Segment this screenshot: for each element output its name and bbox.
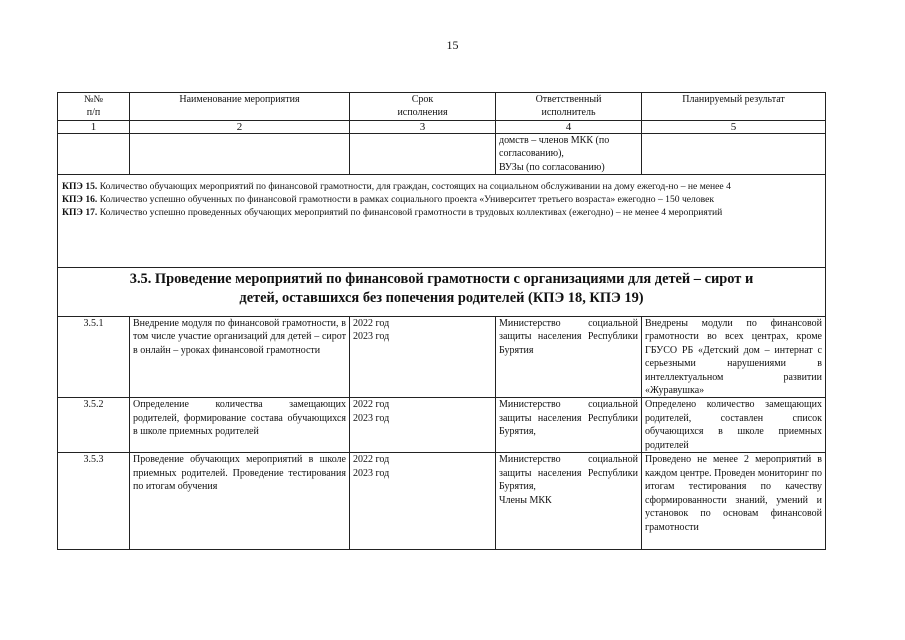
- table-row: [58, 398, 826, 453]
- term-year: 2023 год: [353, 467, 390, 479]
- row-executor: Министерство социальной защиты населения Республики Бурятия: [496, 317, 642, 398]
- row-result: Внедрены модули по финансовой грамотности во всех центрах, кроме ГБУСО РБ «Детский дом – интернат с серьезными нарушениями в интеллектуальном развитии «Журавушка»: [642, 317, 826, 398]
- continuation-row: [58, 133, 826, 174]
- page-number: 15: [446, 38, 459, 52]
- kpe-list: [58, 175, 826, 268]
- table-row: [58, 453, 826, 550]
- header-result: [642, 93, 826, 121]
- kpe-row: [58, 175, 826, 268]
- kpe-text: Количество успешно проведенных обучающих мероприятий по финансовой грамотности в трудовых коллективах (ежегодно) – не менее 4 мероприятий: [97, 206, 723, 218]
- kpe-label: КПЭ 15.: [62, 181, 98, 193]
- row-terms: [350, 398, 496, 453]
- empty-cell: [130, 133, 350, 174]
- measures-table: [57, 92, 826, 550]
- kpe-text: Количество успешно обученных по финансовой грамотности в рамках социального проекта «Университет третьего возраста» ежегодно – 150 человек: [97, 193, 715, 205]
- header-executor-line-2: исполнитель: [541, 107, 596, 119]
- header-executor: [496, 93, 642, 121]
- kpe-15: [62, 181, 821, 194]
- row-name: Проведение обучающих мероприятий в школе приемных родителей. Проведение тестирования по итогам обучения: [130, 453, 350, 550]
- row-result: Определено количество замещающих родителей, составлен список обучающихся в школе приемных родителей: [642, 398, 826, 453]
- header-number: [58, 93, 130, 121]
- row-name: Определение количества замещающих родителей, формирование состава обучающихся в школе приемных родителей: [130, 398, 350, 453]
- kpe-17: [62, 207, 821, 220]
- column-number: 2: [130, 120, 350, 133]
- row-executor-cell: [496, 453, 642, 550]
- section-row: [58, 268, 826, 317]
- term-year: 2022 год: [353, 454, 390, 466]
- header-term: [350, 93, 496, 121]
- row-executor: Министерство социальной защиты населения Республики Бурятия,: [499, 454, 638, 493]
- header-executor-line-1: Ответственный: [535, 94, 602, 105]
- table-header-row: [58, 93, 826, 121]
- term-year: 2023 год: [353, 412, 390, 424]
- row-result: Проведено не менее 2 мероприятий в каждом центре. Проведен мониторинг по итогам тестирования по качеству сформированности знаний, умений и установок по основам финансовой грамотности: [642, 453, 826, 550]
- row-name: Внедрение модуля по финансовой грамотности, в том числе участие организаций для детей – сирот в онлайн – уроках финансовой грамотности: [130, 317, 350, 398]
- header-name: [130, 93, 350, 121]
- kpe-label: КПЭ 17.: [62, 206, 98, 218]
- executor-line: согласованию),: [499, 148, 564, 160]
- row-terms: [350, 453, 496, 550]
- header-term-line-1: Срок: [411, 94, 434, 105]
- section-title: [58, 268, 826, 317]
- row-executor: Министерство социальной защиты населения Республики Бурятия,: [496, 398, 642, 453]
- term-year: 2023 год: [353, 331, 390, 343]
- header-name-line-1: Наименование мероприятия: [179, 94, 300, 105]
- header-result-line-1: Планируемый результат: [682, 94, 785, 105]
- empty-cell: [642, 133, 826, 174]
- section-title-line-2: детей, оставшихся без попечения родителей (КПЭ 18, КПЭ 19): [239, 290, 644, 307]
- empty-cell: [350, 133, 496, 174]
- continuation-executor: [496, 133, 642, 174]
- column-number: 3: [350, 120, 496, 133]
- kpe-text: Количество обучающих мероприятий по финансовой грамотности, для граждан, состоящих на социальном обслуживании на дому ежегод-но – не менее 4: [97, 181, 731, 193]
- term-year: 2022 год: [353, 318, 390, 330]
- table-row: [58, 317, 826, 398]
- header-number-line-1: №№: [83, 94, 104, 105]
- column-number: 5: [642, 120, 826, 133]
- empty-cell: [58, 133, 130, 174]
- row-number: 3.5.1: [58, 317, 130, 398]
- executor-line: домств – членов МКК (по: [499, 134, 610, 146]
- executor-line: ВУЗы (по согласованию): [499, 161, 605, 173]
- kpe-16: [62, 194, 821, 207]
- header-number-line-2: п/п: [86, 107, 101, 119]
- column-numbers-row: [58, 120, 826, 133]
- header-term-line-2: исполнения: [397, 107, 448, 119]
- section-title-line-1: 3.5. Проведение мероприятий по финансовой грамотности с организациями для детей – сирот и: [129, 271, 754, 288]
- kpe-label: КПЭ 16.: [62, 193, 98, 205]
- row-number: 3.5.2: [58, 398, 130, 453]
- row-number: 3.5.3: [58, 453, 130, 550]
- term-year: 2022 год: [353, 399, 390, 411]
- row-terms: [350, 317, 496, 398]
- row-executor-extra: Члены МКК: [499, 494, 552, 506]
- column-number: 4: [496, 120, 642, 133]
- column-number: 1: [58, 120, 130, 133]
